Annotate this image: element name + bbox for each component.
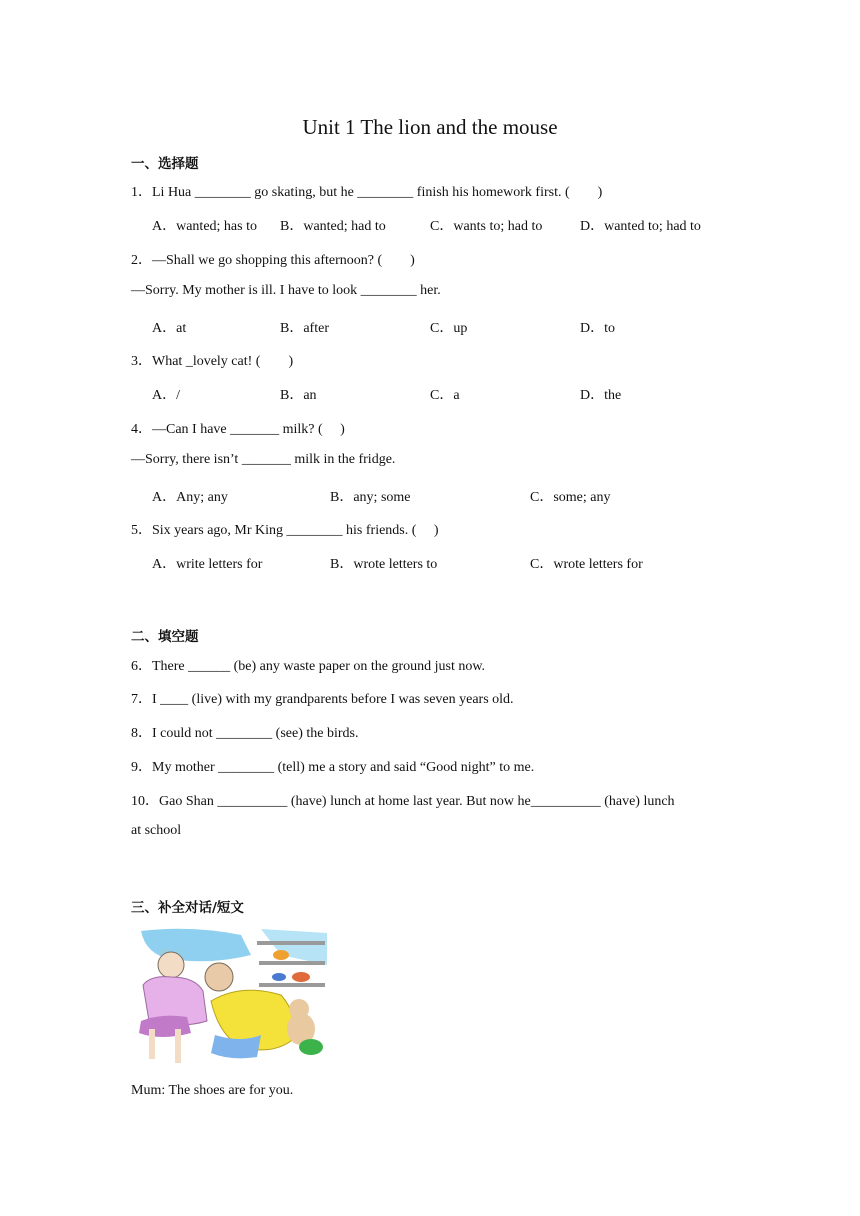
question-1-option-c: C．wants to; had to	[430, 219, 543, 234]
question-3-stem: 3．What _lovely cat! ( )	[131, 354, 294, 369]
question-10-line1: 10．Gao Shan __________ (have) lunch at home last year. But now he__________ (have) lunch	[131, 794, 675, 809]
dialogue-illustration	[131, 925, 329, 1067]
question-5-option-b: B．wrote letters to	[330, 557, 438, 572]
question-4-option-a: A．Any; any	[152, 490, 228, 505]
question-1-option-b: B．wanted; had to	[280, 219, 386, 234]
question-6: 6．There ______ (be) any waste paper on the ground just now.	[131, 659, 486, 674]
question-2-option-c: C．up	[430, 321, 468, 336]
question-2-option-a: A．at	[152, 321, 187, 336]
question-1-stem: 1．Li Hua ________ go skating, but he ________ finish his homework first. ( )	[131, 185, 603, 200]
question-3-option-d: D．the	[580, 388, 622, 403]
question-2-option-b: B．after	[280, 321, 329, 336]
question-10-line2: at school	[131, 823, 182, 838]
section-heading-fill: 二、填空题	[131, 629, 199, 645]
question-4-stem: 4．—Can I have _______ milk? ( )	[131, 422, 345, 437]
question-2-stem: 2．—Shall we go shopping this afternoon? ( )	[131, 253, 415, 268]
question-2-option-d: D．to	[580, 321, 615, 336]
question-3-option-a: A．/	[152, 388, 180, 403]
question-1-option-a: A．wanted; has to	[152, 219, 257, 234]
question-5-option-a: A．write letters for	[152, 557, 263, 572]
question-5-stem: 5．Six years ago, Mr King ________ his friends. ( )	[131, 523, 439, 538]
question-1-option-d: D．wanted to; had to	[580, 219, 701, 234]
question-3-option-b: B．an	[280, 388, 317, 403]
question-4-option-b: B．any; some	[330, 490, 411, 505]
section-heading-dialogue: 三、补全对话/短文	[131, 900, 244, 916]
question-5-option-c: C．wrote letters for	[530, 557, 643, 572]
question-8: 8．I could not ________ (see) the birds.	[131, 726, 359, 741]
question-7: 7．I ____ (live) with my grandparents before I was seven years old.	[131, 692, 514, 707]
question-4-line2: —Sorry, there isn’t _______ milk in the fridge.	[131, 452, 396, 467]
page-title: Unit 1 The lion and the mouse	[302, 115, 558, 139]
question-3-option-c: C．a	[430, 388, 460, 403]
dialogue-line-1: Mum: The shoes are for you.	[131, 1083, 294, 1098]
question-9: 9．My mother ________ (tell) me a story and said “Good night” to me.	[131, 760, 535, 775]
section-heading-choice: 一、选择题	[131, 156, 199, 172]
question-2-line2: —Sorry. My mother is ill. I have to look ________ her.	[131, 283, 441, 298]
question-4-option-c: C．some; any	[530, 490, 611, 505]
